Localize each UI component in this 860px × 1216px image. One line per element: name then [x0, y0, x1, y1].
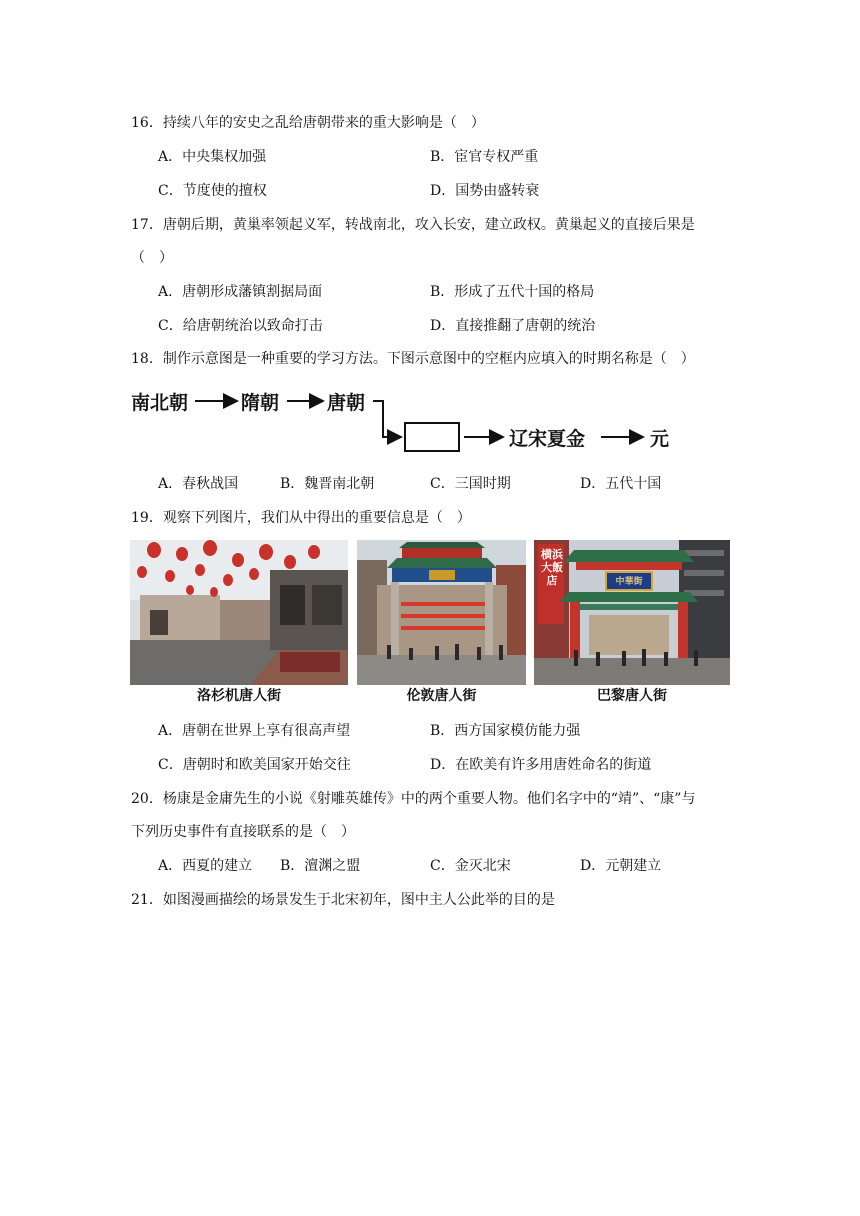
caption-los-angeles: 洛杉机唐人街 [197, 688, 281, 704]
q17-option-a: A．唐朝形成藩镇割据局面 [158, 284, 323, 300]
timeline-diagram [131, 385, 691, 455]
q18-option-a: A．春秋战国 [158, 476, 239, 492]
q17-option-d: D．直接推翻了唐朝的统治 [430, 318, 596, 334]
q16-option-a: A．中央集权加强 [158, 149, 267, 165]
q18-option-b: B．魏晋南北朝 [280, 476, 375, 492]
question-20-stem-line2: 下列历史事件有直接联系的是（ ） [131, 824, 355, 840]
q20-option-d: D．元朝建立 [580, 858, 662, 874]
flow-label-nanbeichao: 南北朝 [131, 392, 189, 414]
question-17-stem-line1: 17．唐朝后期，黄巢率领起义军，转战南北，攻入长安，建立政权。黄巢起义的直接后果是 [131, 217, 695, 233]
sign-yokohama-hotel: 横浜大飯店 [541, 548, 563, 587]
q18-option-d: D．五代十国 [580, 476, 662, 492]
q19-option-b: B．西方国家模仿能力强 [430, 723, 581, 739]
sign-gate-plaque: 中華街 [615, 577, 643, 587]
timeline-arrows [131, 385, 691, 455]
photo-paris-chinatown [534, 540, 730, 685]
q17-option-c: C．给唐朝统治以致命打击 [158, 318, 323, 334]
q19-option-a: A．唐朝在世界上享有很高声望 [158, 723, 351, 739]
q19-option-d: D．在欧美有许多用唐姓命名的街道 [430, 757, 652, 773]
q20-option-a: A．西夏的建立 [158, 858, 253, 874]
q17-option-b: B．形成了五代十国的格局 [430, 284, 595, 300]
question-21-stem: 21．如图漫画描绘的场景发生于北宋初年，图中主人公此举的目的是 [131, 892, 555, 908]
question-18-stem: 18．制作示意图是一种重要的学习方法。下图示意图中的空框内应填入的时期名称是（ ） [131, 351, 695, 367]
question-20-stem-line1: 20．杨康是金庸先生的小说《射雕英雄传》中的两个重要人物。他们名字中的“靖”、“康”与 [131, 791, 696, 807]
flow-label-suichao: 隋朝 [241, 392, 280, 414]
q16-option-b: B．宦官专权严重 [430, 149, 539, 165]
q19-option-c: C．唐朝时和欧美国家开始交往 [158, 757, 351, 773]
flow-label-tangchao: 唐朝 [327, 392, 366, 414]
q18-option-c: C．三国时期 [430, 476, 511, 492]
q16-option-d: D．国势由盛转衰 [430, 183, 540, 199]
empty-blank-box [405, 423, 459, 451]
flow-label-yuan: 元 [650, 428, 670, 450]
question-16-stem: 16．持续八年的安史之乱给唐朝带来的重大影响是（ ） [131, 115, 485, 131]
q20-option-b: B．澶渊之盟 [280, 858, 361, 874]
caption-london: 伦敦唐人街 [406, 688, 477, 704]
flow-label-liaosongxiajin: 辽宋夏金 [509, 428, 586, 450]
photo-london-chinatown [357, 540, 526, 685]
photo-los-angeles-chinatown [130, 540, 348, 685]
question-19-stem: 19．观察下列图片，我们从中得出的重要信息是（ ） [131, 510, 471, 526]
q20-option-c: C．金灭北宋 [430, 858, 511, 874]
caption-paris: 巴黎唐人街 [597, 688, 667, 704]
question-17-stem-line2: （ ） [131, 250, 173, 266]
q16-option-c: C．节度使的擅权 [158, 183, 267, 199]
